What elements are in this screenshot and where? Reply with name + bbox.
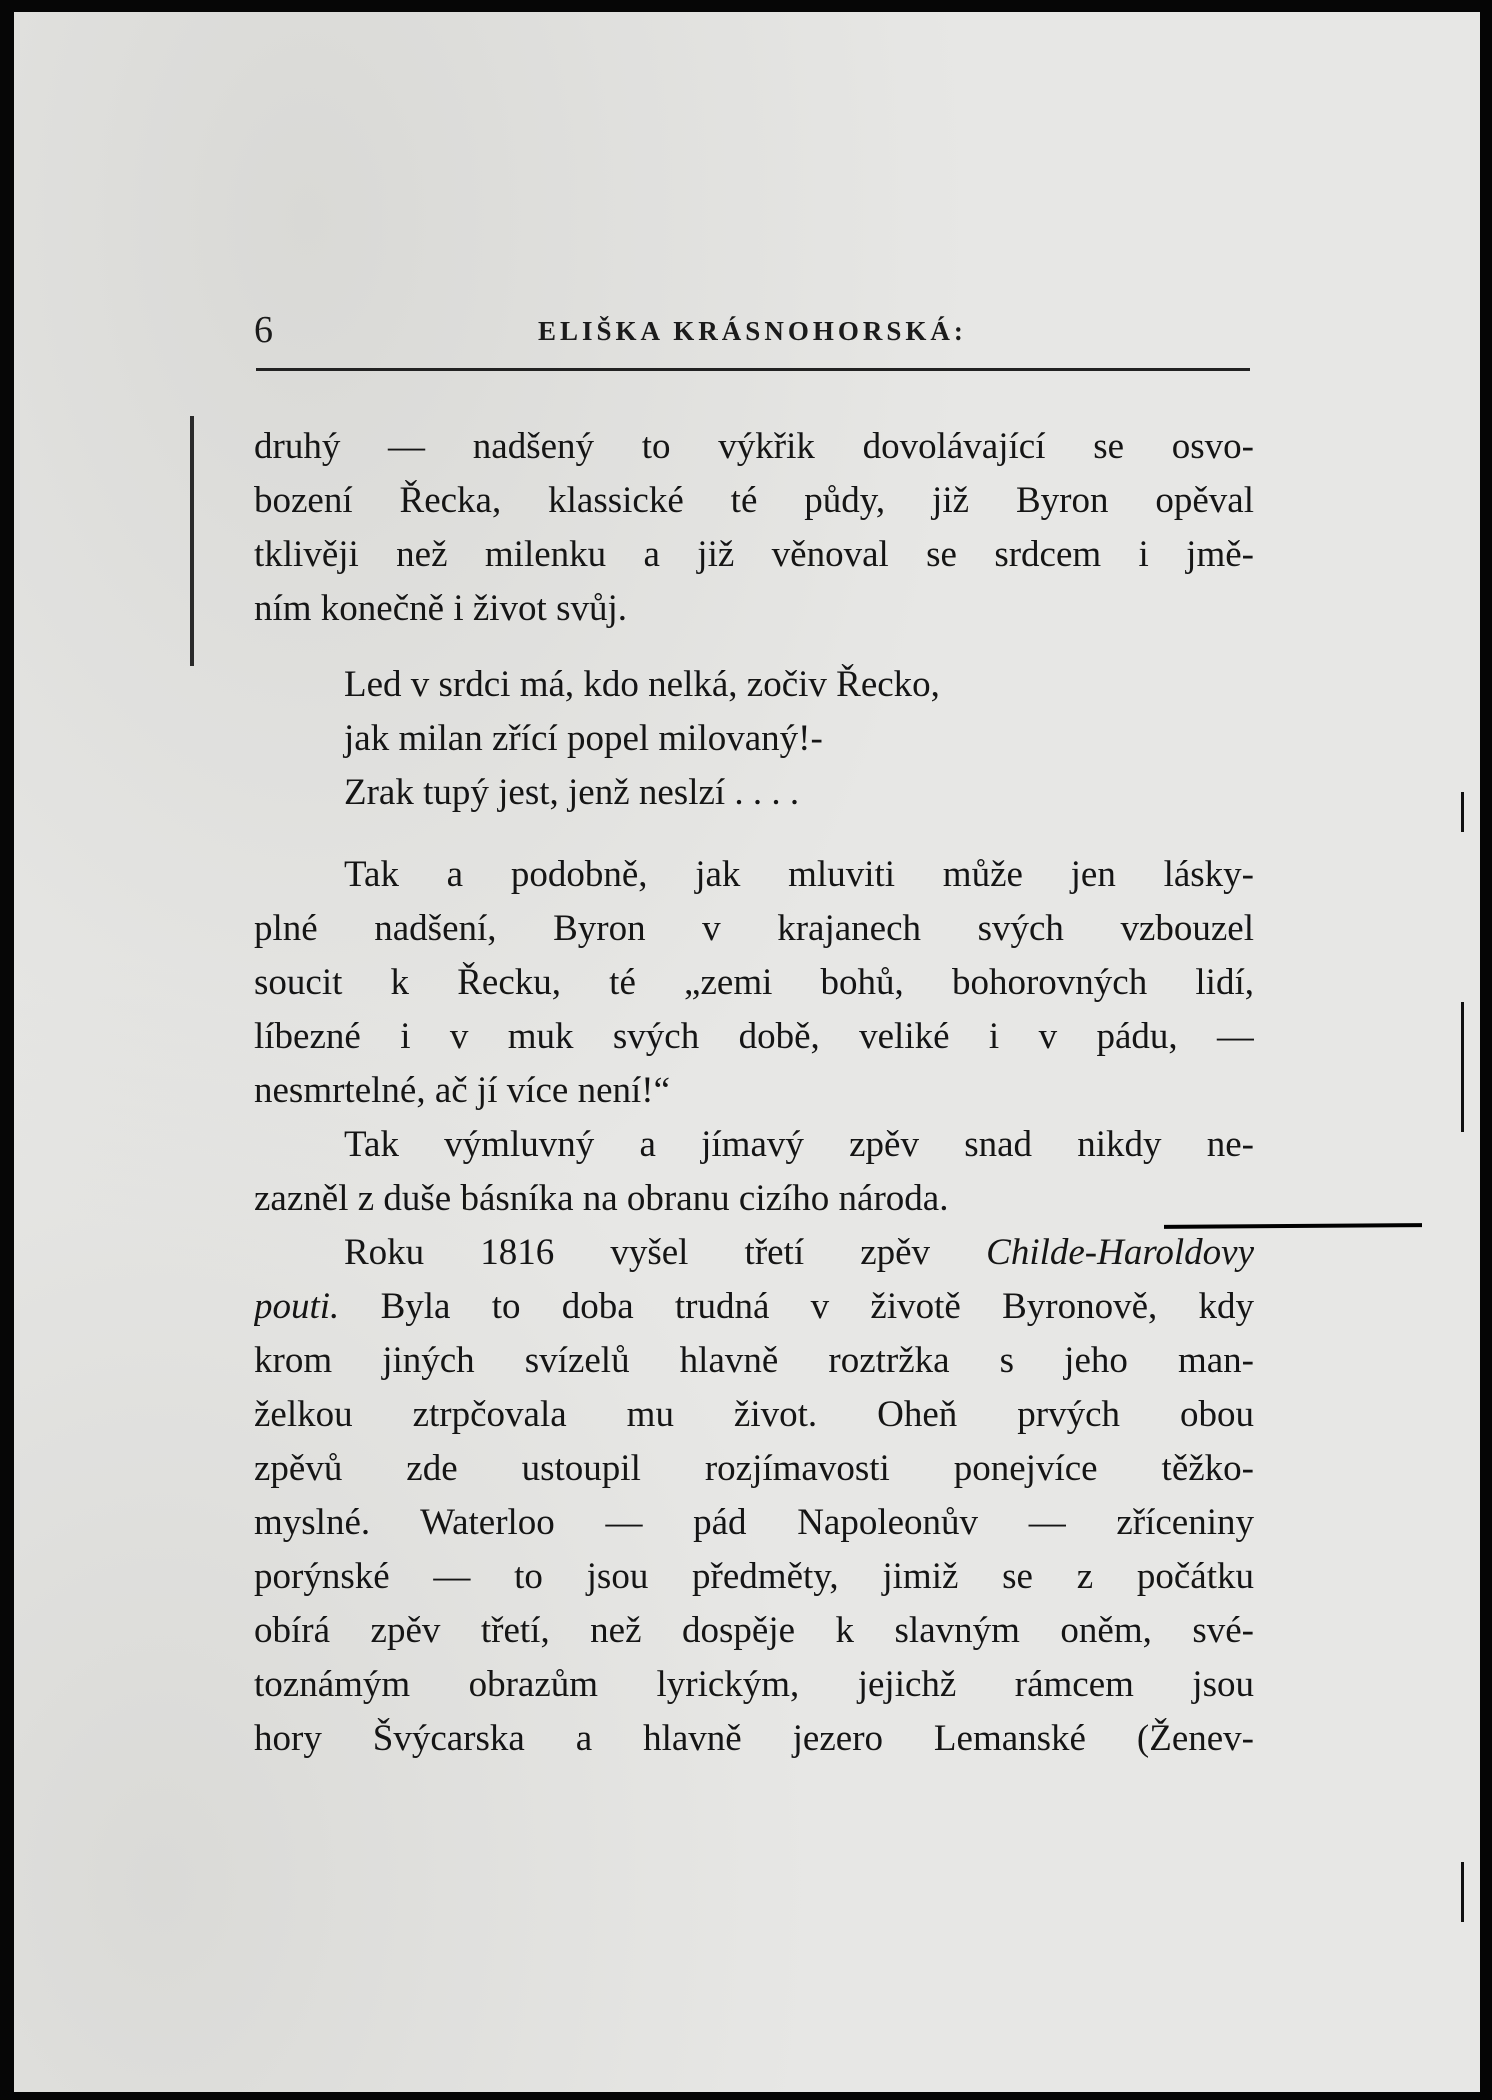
body-text — [254, 420, 1254, 1766]
margin-pencil-mark — [190, 416, 194, 666]
running-head: ELIŠKA KRÁSNOHORSKÁ: — [538, 316, 967, 346]
ink-underline-mark — [1164, 1223, 1422, 1229]
text-line: zpěvů zde ustoupil rozjímavosti ponejvíce těžko- — [254, 1448, 1254, 1489]
book-page — [14, 12, 1482, 2092]
paragraph-2 — [254, 848, 1254, 1118]
text-line: myslné. Waterloo — pád Napoleonův — zříceniny — [254, 1502, 1254, 1543]
page-number: 6 — [254, 309, 273, 351]
text-line: tklivěji než milenku a již věnoval se srdcem i jmě- — [254, 534, 1254, 575]
edge-mark — [1461, 1862, 1464, 1922]
paragraph-3 — [254, 1118, 1254, 1226]
text-fragment: Roku 1816 vyšel třetí zpěv — [344, 1232, 931, 1273]
text-line: nesmrtelné, ač jí více není!“ — [254, 1070, 671, 1111]
paragraph-1 — [254, 420, 1254, 636]
paragraph-4 — [254, 1226, 1254, 1766]
text-line: toznámým obrazům lyrickým, jejichž rámcem jsou — [254, 1664, 1254, 1705]
verse-line: jak milan zřící popel milovaný!- — [344, 718, 823, 759]
text-line: Tak výmluvný a jímavý zpěv snad nikdy ne- — [344, 1124, 1254, 1165]
text-line: Tak a podobně, jak mluviti může jen lásky- — [344, 854, 1254, 895]
text-fragment: Byla to doba trudná v životě Byronově, kdy — [380, 1286, 1254, 1327]
work-title: Childe-Haroldovy — [986, 1232, 1254, 1273]
text-line: porýnské — to jsou předměty, jimiž se z počátku — [254, 1556, 1254, 1597]
text-line — [254, 1226, 1254, 1280]
text-line: bození Řecka, klassické té půdy, již Byron opěval — [254, 480, 1254, 521]
text-line: druhý — nadšený to výkřik dovolávající se osvo- — [254, 426, 1254, 467]
text-line: želkou ztrpčovala mu život. Oheň prvých obou — [254, 1394, 1254, 1435]
edge-mark — [1461, 1002, 1464, 1132]
edge-mark — [1461, 792, 1464, 832]
scan-border — [1480, 0, 1492, 2100]
text-line: soucit k Řecku, té „zemi bohů, bohorovných lidí, — [254, 962, 1254, 1003]
verse-quotation — [254, 658, 1254, 820]
text-line: krom jiných svízelů hlavně roztržka s jeho man- — [254, 1340, 1254, 1381]
header-rule — [256, 368, 1250, 371]
text-line: ním konečně i život svůj. — [254, 588, 628, 629]
verse-line: Led v srdci má, kdo nelká, zočiv Řecko, — [344, 664, 940, 705]
work-title: pouti. — [254, 1286, 340, 1327]
text-line — [254, 1280, 1254, 1334]
text-line: zazněl z duše básníka na obranu cizího národa. — [254, 1178, 949, 1219]
text-line: hory Švýcarska a hlavně jezero Lemanské (Ženev- — [254, 1718, 1254, 1759]
verse-line: Zrak tupý jest, jenž neslzí . . . . — [344, 772, 800, 813]
page-header — [242, 302, 1248, 352]
text-line: líbezné i v muk svých době, veliké i v pádu, — — [254, 1016, 1254, 1057]
text-line: plné nadšení, Byron v krajanech svých vzbouzel — [254, 908, 1254, 949]
text-line: obírá zpěv třetí, než dospěje k slavným oněm, své- — [254, 1610, 1254, 1651]
